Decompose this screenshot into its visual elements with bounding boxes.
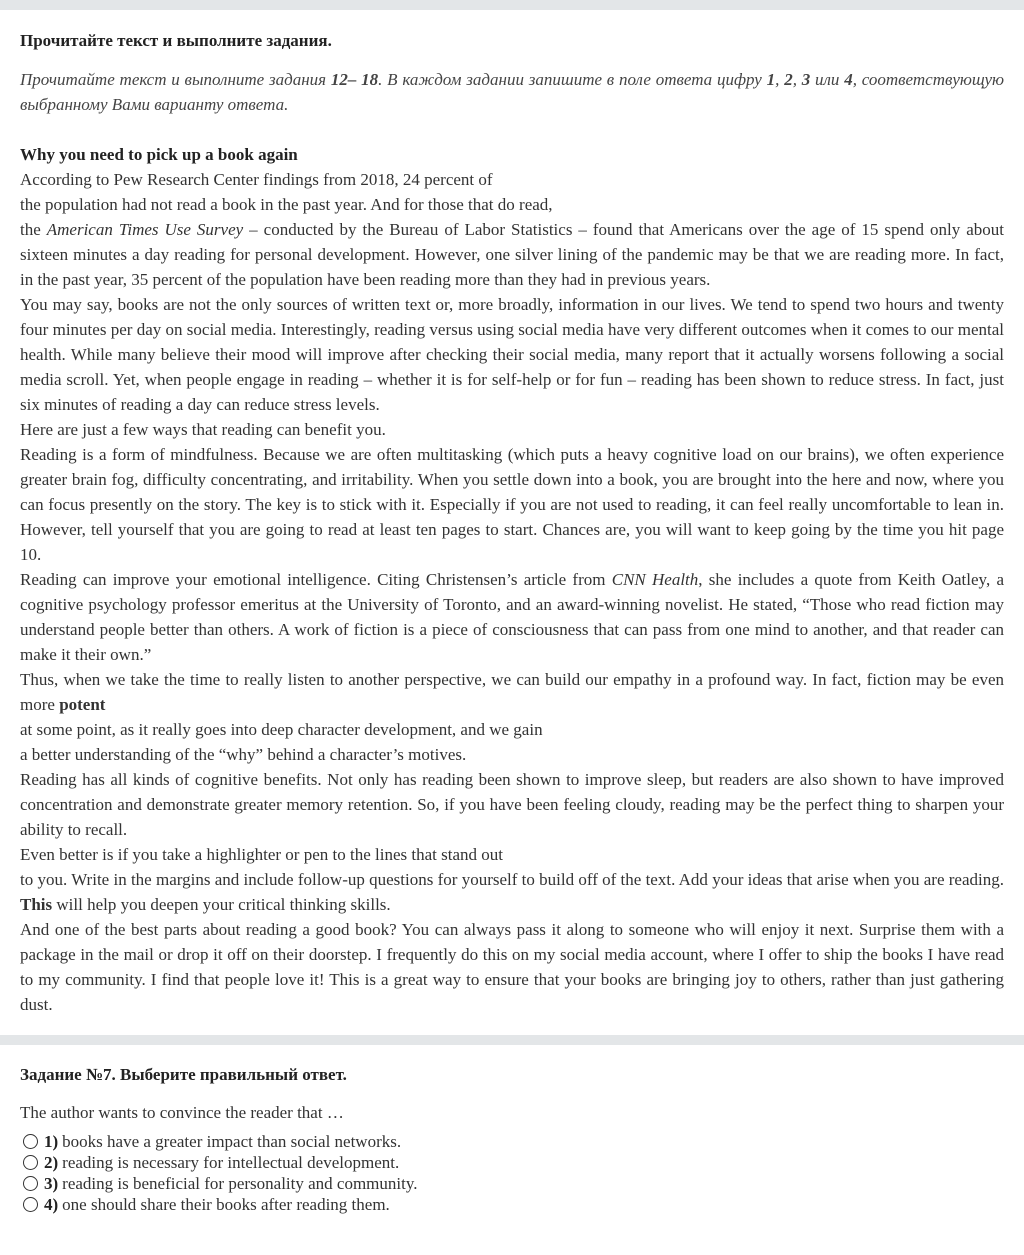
text-segment: Прочитайте текст и выполните задания — [20, 70, 331, 89]
text-segment: You may say, books are not the only sources of written text or, more broadly, information in our lives. We tend to spend two hours and twenty four minutes per day on social media. Interestingly, reading versus using social media have very different outcomes when it comes to our mental health. While many believe their mood will improve after checking their social media, many report that it actually worsens following a social media scroll. Yet, when people engage in reading – whether it is for self-help or for fun – reading has been shown to reduce stress. In fact, just six minutes of reading a day can reduce stress levels. — [20, 295, 1004, 414]
text-segment: the population had not read a book in the past year. And for those that do read, — [20, 195, 553, 214]
option-number: 1) — [44, 1132, 59, 1151]
article-paragraph — [20, 567, 1004, 667]
answer-option-1[interactable] — [20, 1131, 1004, 1152]
article-paragraph — [20, 767, 1004, 842]
article-paragraph — [20, 217, 1004, 292]
article-paragraph — [20, 292, 1004, 417]
text-segment: And one of the best parts about reading a good book? You can always pass it along to someone who will enjoy it next. Surprise them with a package in the mail or drop it off on their doorstep. I frequently do this on my social media account, where I offer to ship the books I have read to my community. I find that people love it! This is a great way to ensure that your books are bringing joy to others, rather than just gathering dust. — [20, 920, 1004, 1014]
article-paragraph — [20, 717, 1004, 742]
bold-text: 2 — [784, 70, 793, 89]
bold-text: 3 — [801, 70, 811, 89]
text-segment: will help you deepen your critical thinking skills. — [52, 895, 391, 914]
text-segment: – conducted by the Bureau of Labor Statistics – found that Americans over the age of 15 spend only about sixteen minutes a day reading for personal development. However, one silver lining of the pandemic may be that we are reading more. In fact, in the past year, 35 percent of the population have been reading more than they had in previous years. — [20, 220, 1004, 289]
answer-option-2[interactable] — [20, 1152, 1004, 1173]
answer-options — [20, 1131, 1004, 1215]
answer-option-4[interactable] — [20, 1194, 1004, 1215]
text-segment: Here are just a few ways that reading can benefit you. — [20, 420, 386, 439]
text-segment: Thus, when we take the time to really listen to another perspective, we can build our empathy in a profound way. In fact, fiction may be even more — [20, 670, 1004, 714]
bold-text: potent — [59, 695, 106, 714]
instructions — [20, 67, 1004, 117]
italic-text: CNN Health — [611, 570, 699, 589]
text-segment: , соответствующую выбранному Вами варианту ответа. — [20, 70, 1005, 114]
section-heading: Прочитайте текст и выполните задания. — [20, 31, 332, 50]
article-paragraph — [20, 192, 1004, 217]
article-paragraph — [20, 417, 1004, 442]
task-section — [0, 1062, 1024, 1215]
bold-text: 1 — [766, 70, 776, 89]
section-divider — [0, 1035, 1024, 1045]
text-segment: , — [792, 70, 802, 89]
text-segment: Reading is a form of mindfulness. Because we are often multitasking (which puts a heavy cognitive load on our brains), we often experience greater brain fog, difficulty concentrating, and irritability. When you settle down into a book, you are brought into the here and now, where you can focus presently on the story. The key is to stick with it. Especially if you are not used to reading, it can feel really uncomfortable to lean in. However, tell yourself that you are going to read at least ten pages to start. Chances are, you will want to keep going by the time you hit page 10. — [20, 445, 1004, 564]
bold-text: 4 — [844, 70, 853, 89]
option-text: reading is beneficial for personality and community. — [62, 1174, 418, 1193]
task-question: The author wants to convince the reader that … — [20, 1103, 344, 1122]
article-paragraph — [20, 167, 1004, 192]
text-segment: According to Pew Research Center findings from 2018, 24 percent of — [20, 170, 493, 189]
option-number: 2) — [44, 1153, 59, 1172]
reading-section — [0, 28, 1024, 1017]
bold-text: This — [20, 895, 53, 914]
text-segment: . В каждом задании запишите в поле ответа цифру — [378, 70, 767, 89]
text-segment: the — [20, 220, 47, 239]
article-paragraph — [20, 742, 1004, 767]
article-paragraph — [20, 917, 1004, 1017]
text-segment: , she includes a quote from Keith Oatley, a cognitive psychology professor emeritus at the University of Toronto, and an award-winning novelist. He stated, “Those who read fiction may understand people better than others. A work of fiction is a piece of consciousness that can pass from one mind to another, and that reader can make it their own.” — [20, 570, 1004, 664]
article-paragraph — [20, 442, 1004, 567]
option-number: 4) — [44, 1195, 59, 1214]
radio-button[interactable] — [23, 1176, 38, 1191]
option-text: books have a greater impact than social networks. — [62, 1132, 402, 1151]
text-segment: , — [775, 70, 785, 89]
italic-text: American Times Use Survey — [46, 220, 244, 239]
text-segment: a better understanding of the “why” behind a character’s motives. — [20, 745, 467, 764]
answer-option-3[interactable] — [20, 1173, 1004, 1194]
text-segment: Reading can improve your emotional intelligence. Citing Christensen’s article from — [20, 570, 612, 589]
article-title: Why you need to pick up a book again — [20, 145, 298, 164]
task-title: Задание №7. Выберите правильный ответ. — [20, 1065, 347, 1084]
option-number: 3) — [44, 1174, 59, 1193]
text-segment: Even better is if you take a highlighter or pen to the lines that stand out — [20, 845, 503, 864]
article-body — [20, 167, 1004, 1017]
text-segment: Reading has all kinds of cognitive benefits. Not only has reading been shown to improve sleep, but readers are also shown to have improved concentration and demonstrate greater memory retention. So, if you have been feeling cloudy, reading may be the perfect thing to sharpen your ability to recall. — [20, 770, 1004, 839]
article-paragraph — [20, 842, 1004, 867]
option-text: reading is necessary for intellectual development. — [62, 1153, 400, 1172]
option-text: one should share their books after reading them. — [62, 1195, 390, 1214]
radio-button[interactable] — [23, 1197, 38, 1212]
top-divider — [0, 0, 1024, 10]
text-segment: to you. Write in the margins and include follow-up questions for yourself to build off of the text. Add your ideas that arise when you are reading. — [20, 870, 1004, 889]
text-segment: at some point, as it really goes into deep character development, and we gain — [20, 720, 543, 739]
article-paragraph — [20, 867, 1004, 917]
article-paragraph — [20, 667, 1004, 717]
text-segment: или — [810, 70, 845, 89]
bold-text: 12– 18 — [330, 70, 379, 89]
radio-button[interactable] — [23, 1134, 38, 1149]
radio-button[interactable] — [23, 1155, 38, 1170]
